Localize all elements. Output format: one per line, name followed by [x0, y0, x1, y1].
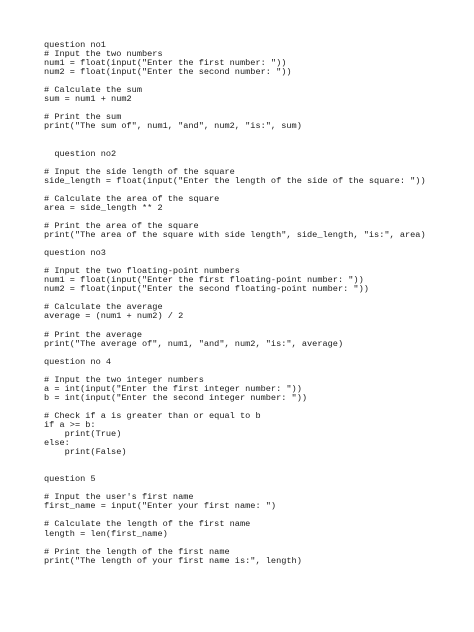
blank-line — [44, 457, 426, 466]
code-line: # Print the length of the first name — [44, 546, 230, 557]
code-line: num2 = float(input("Enter the second floating-point number: ")) — [44, 284, 369, 295]
code-line: # Print the area of the square — [44, 220, 199, 231]
code-line: question no 4 — [44, 356, 112, 367]
blank-line — [44, 131, 426, 140]
code-line: area = side_length ** 2 — [44, 202, 163, 213]
code-line: average = (num1 + num2) / 2 — [44, 311, 184, 322]
code-line: print(True) — [44, 429, 122, 440]
code-line: print(False) — [44, 447, 127, 458]
code-line: # Print the average — [44, 329, 142, 340]
code-line: question no2 — [44, 148, 117, 159]
code-line: print("The sum of", num1, "and", num2, "is:", sum) — [44, 121, 302, 132]
code-line: side_length = float(input("Enter the length of the side of the square: ")) — [44, 175, 426, 186]
code-line: if a >= b: — [44, 419, 96, 430]
code-line: num2 = float(input("Enter the second number: ")) — [44, 67, 292, 78]
code-line: b = int(input("Enter the second integer number: ")) — [44, 392, 308, 403]
code-line: # Check if a is greater than or equal to b — [44, 410, 261, 421]
code-line: else: — [44, 438, 70, 449]
code-line: sum = num1 + num2 — [44, 94, 132, 105]
code-line: question 5 — [44, 474, 96, 485]
code-line: # Calculate the sum — [44, 85, 142, 96]
code-line: # Input the two floating-point numbers — [44, 266, 240, 277]
code-line: a = int(input("Enter the first integer number: ")) — [44, 383, 302, 394]
code-line: print("The average of", num1, "and", num2, "is:", average) — [44, 338, 344, 349]
code-line: print("The length of your first name is:", length) — [44, 555, 302, 566]
code-line: # Calculate the length of the first name — [44, 519, 251, 530]
code-block — [44, 41, 426, 566]
code-line: first_name = input("Enter your first name: ") — [44, 501, 277, 512]
code-line: question no3 — [44, 248, 106, 259]
code-line: # Input the user's first name — [44, 492, 194, 503]
blank-line — [44, 466, 426, 475]
code-line: # Print the sum — [44, 112, 122, 123]
code-line: # Input the two numbers — [44, 49, 163, 60]
code-line: num1 = float(input("Enter the first floating-point number: ")) — [44, 275, 364, 286]
code-line: # Calculate the average — [44, 302, 163, 313]
code-line: question no1 — [44, 40, 106, 50]
code-line: # Calculate the area of the square — [44, 193, 220, 204]
code-line: # Input the side length of the square — [44, 166, 235, 177]
code-line: # Input the two integer numbers — [44, 374, 204, 385]
code-line: print("The area of the square with side length", side_length, "is:", area) — [44, 229, 426, 240]
code-line: length = len(first_name) — [44, 528, 168, 539]
code-line: num1 = float(input("Enter the first number: ")) — [44, 58, 287, 69]
